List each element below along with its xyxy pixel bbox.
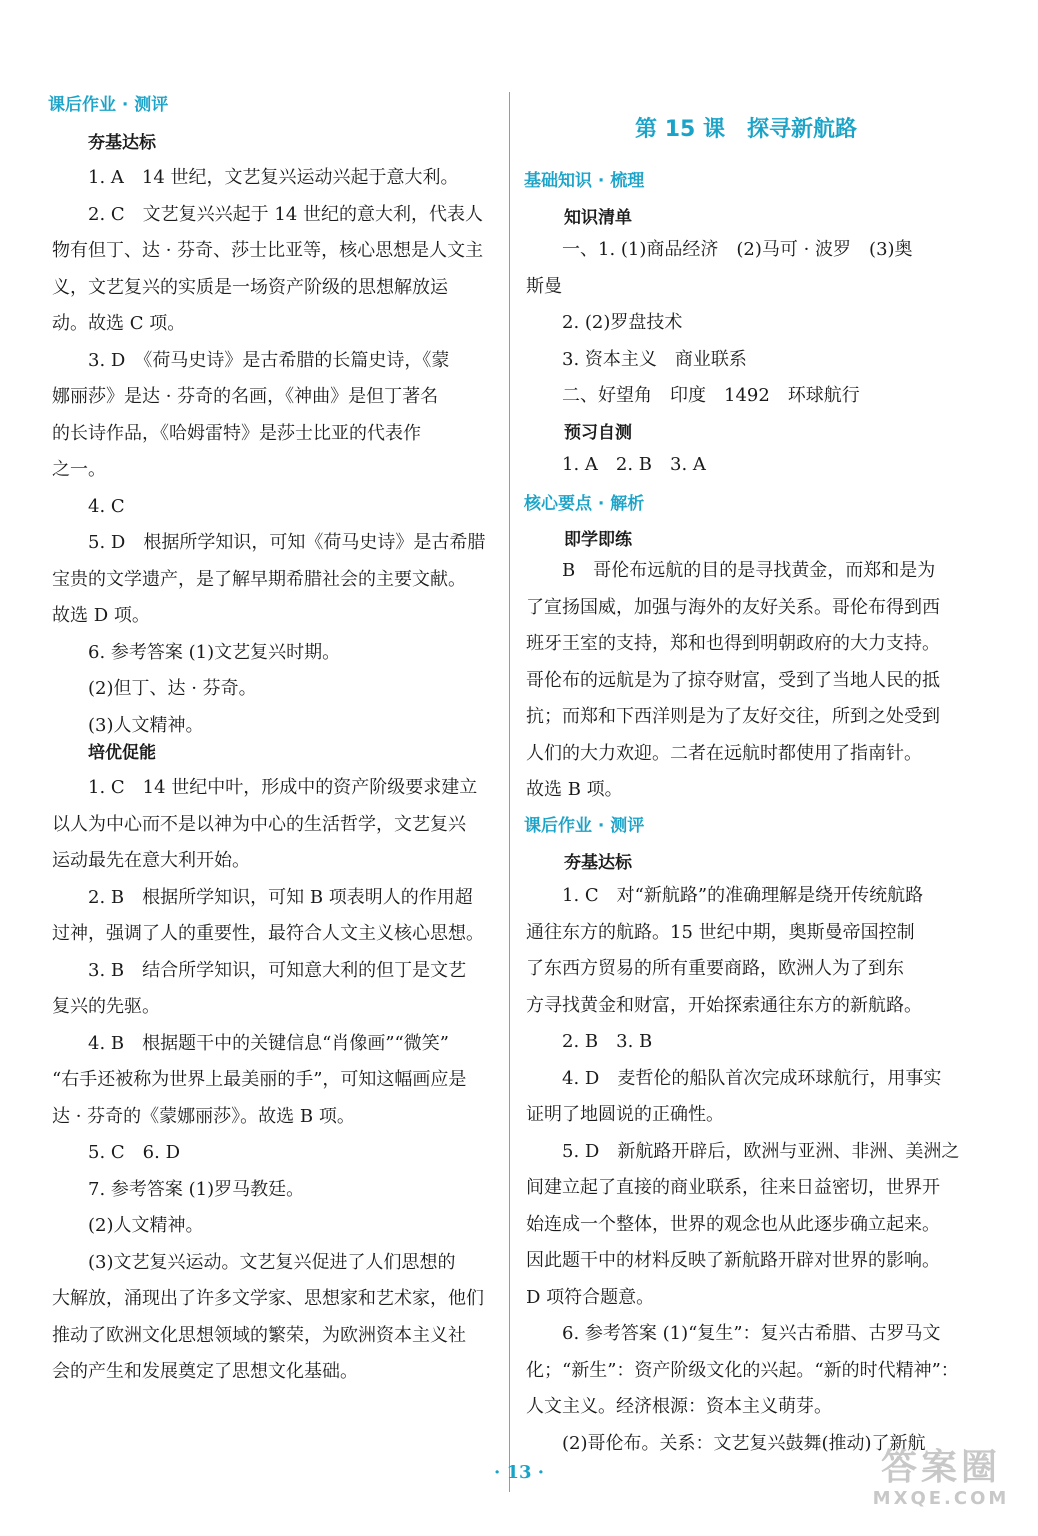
lesson-title: 第 15 课 探寻新航路 — [635, 117, 857, 142]
text-line: (2)但丁、达 · 芬奇。 — [88, 678, 257, 699]
section-heading: 课后作业 · 测评 — [524, 816, 645, 836]
subsection-heading: 预习自测 — [564, 423, 632, 443]
text-line: (2)人文精神。 — [88, 1215, 204, 1236]
text-line: 人文主义。经济根源：资本主义萌芽。 — [526, 1396, 832, 1417]
text-line: 哥伦布的远航是为了掠夺财富，受到了当地人民的抵 — [526, 669, 940, 691]
text-line: 推动了欧洲文化思想领域的繁荣，为欧洲资本主义社 — [52, 1324, 466, 1346]
text-line: 了东西方贸易的所有重要商路，欧洲人为了到东 — [526, 958, 904, 979]
text-line: 6. 参考答案 (1)文艺复兴时期。 — [88, 641, 341, 663]
subsection-heading: 夯基达标 — [88, 133, 156, 153]
text-line: 故选 B 项。 — [526, 779, 623, 800]
text-line: 2. B 3. B — [562, 1031, 653, 1052]
page-number: · 13 · — [493, 1462, 545, 1483]
text-line: 义，文艺复兴的实质是一场资产阶级的思想解放运 — [52, 276, 448, 298]
text-line: 班牙王室的支持，郑和也得到明朝政府的大力支持。 — [526, 633, 940, 654]
text-line: (2)哥伦布。关系：文艺复兴鼓舞(推动)了新航 — [562, 1432, 926, 1454]
text-line: 的长诗作品，《哈姆雷特》是莎士比亚的代表作 — [52, 422, 421, 444]
column-divider — [509, 92, 510, 1492]
text-line: 3. B 结合所学知识，可知意大利的但丁是文艺 — [88, 959, 467, 981]
text-line: 故选 D 项。 — [52, 605, 150, 626]
text-line: 人们的大力欢迎。二者在远航时都使用了指南针。 — [526, 742, 922, 764]
text-line: 1. C 14 世纪中叶，形成中的资产阶级要求建立 — [88, 777, 478, 798]
text-line: 化；“新生”：资产阶级文化的兴起。“新的时代精神”： — [526, 1359, 959, 1381]
text-line: 2. B 根据所学知识，可知 B 项表明人的作用超 — [88, 886, 473, 908]
text-line: 动。故选 C 项。 — [52, 313, 186, 334]
text-line: 物有但丁、达 · 芬奇、莎士比亚等，核心思想是人文主 — [52, 240, 484, 261]
text-line: 5. D 根据所学知识，可知《荷马史诗》是古希腊 — [88, 532, 486, 553]
text-line: 抗；而郑和下西洋则是为了友好交往，所到之处受到 — [526, 706, 940, 727]
text-line: 通往东方的航路。15 世纪中期，奥斯曼帝国控制 — [526, 921, 915, 943]
text-line: 会的产生和发展奠定了思想文化基础。 — [52, 1361, 358, 1382]
text-line: 4. C — [88, 495, 125, 517]
section-heading: 课后作业 · 测评 — [48, 95, 169, 115]
text-line: 以人为中心而不是以神为中心的生活哲学，文艺复兴 — [52, 813, 466, 835]
text-line: 间建立起了直接的商业联系，往来日益密切，世界开 — [526, 1177, 940, 1198]
text-line: 4. B 根据题干中的关键信息“肖像画”“微笑” — [88, 1032, 449, 1054]
text-line: 斯曼 — [526, 275, 562, 297]
text-line: 宝贵的文学遗产，是了解早期希腊社会的主要文献。 — [52, 568, 466, 590]
text-line: 7. 参考答案 (1)罗马教廷。 — [88, 1178, 305, 1200]
section-heading: 核心要点 · 解析 — [524, 494, 645, 514]
text-line: 1. A 2. B 3. A — [562, 454, 706, 475]
text-line: “右手还被称为世界上最美丽的手”，可知这幅画应是 — [52, 1069, 467, 1090]
text-line: 达 · 芬奇的《蒙娜丽莎》。故选 B 项。 — [52, 1105, 355, 1127]
subsection-heading: 知识清单 — [564, 208, 632, 228]
text-line: D 项符合题意。 — [526, 1286, 655, 1308]
text-line: B 哥伦布远航的目的是寻找黄金，而郑和是为 — [562, 560, 936, 581]
section-heading: 基础知识 · 梳理 — [524, 171, 645, 191]
text-line: 大解放，涌现出了许多文学家、思想家和艺术家，他们 — [52, 1288, 484, 1309]
watermark-logo — [866, 1448, 1016, 1518]
text-line: 复兴的先驱。 — [52, 996, 160, 1017]
text-line: 4. D 麦哲伦的船队首次完成环球航行，用事实 — [562, 1067, 942, 1089]
text-line: 1. A 14 世纪，文艺复兴运动兴起于意大利。 — [88, 167, 459, 188]
subsection-heading: 夯基达标 — [564, 853, 632, 873]
subsection-heading: 培优促能 — [88, 743, 156, 763]
text-line: 方寻找黄金和财富，开始探索通往东方的新航路。 — [526, 994, 922, 1016]
text-line: 5. D 新航路开辟后，欧洲与亚洲、非洲、美洲之 — [562, 1140, 960, 1162]
text-line: 因此题干中的材料反映了新航路开辟对世界的影响。 — [526, 1250, 940, 1271]
subsection-heading: 即学即练 — [564, 530, 632, 550]
text-line: 3. D 《荷马史诗》是古希腊的长篇史诗，《蒙 — [88, 349, 450, 371]
watermark-url: MXQE.COM — [872, 1488, 1010, 1509]
text-line: 6. 参考答案 (1)“复生”：复兴古希腊、古罗马文 — [562, 1323, 941, 1344]
watermark-text: 答案圈 — [880, 1447, 1001, 1488]
text-line: 2. C 文艺复兴兴起于 14 世纪的意大利，代表人 — [88, 203, 484, 225]
text-line: 始连成一个整体，世界的观念也从此逐步确立起来。 — [526, 1213, 940, 1235]
text-line: 3. 资本主义 商业联系 — [562, 348, 747, 370]
text-line: 2. (2)罗盘技术 — [562, 312, 683, 333]
text-line: 之一。 — [52, 459, 106, 480]
text-line: 证明了地圆说的正确性。 — [526, 1104, 724, 1125]
text-line: (3)人文精神。 — [88, 714, 204, 736]
text-line: 运动最先在意大利开始。 — [52, 850, 250, 871]
text-line: 1. C 对“新航路”的准确理解是绕开传统航路 — [562, 885, 924, 906]
text-line: 了宣扬国威，加强与海外的友好关系。哥伦布得到西 — [526, 596, 940, 618]
text-line: 娜丽莎》是达 · 芬奇的名画，《神曲》是但丁著名 — [52, 386, 439, 407]
text-line: 过神，强调了人的重要性，最符合人文主义核心思想。 — [52, 923, 484, 944]
text-line: (3)文艺复兴运动。文艺复兴促进了人们思想的 — [88, 1251, 456, 1273]
text-line: 二、好望角 印度 1492 环球航行 — [562, 385, 860, 406]
text-line: 一、1. (1)商品经济 (2)马可 · 波罗 (3)奥 — [562, 239, 913, 260]
text-line: 5. C 6. D — [88, 1142, 180, 1163]
